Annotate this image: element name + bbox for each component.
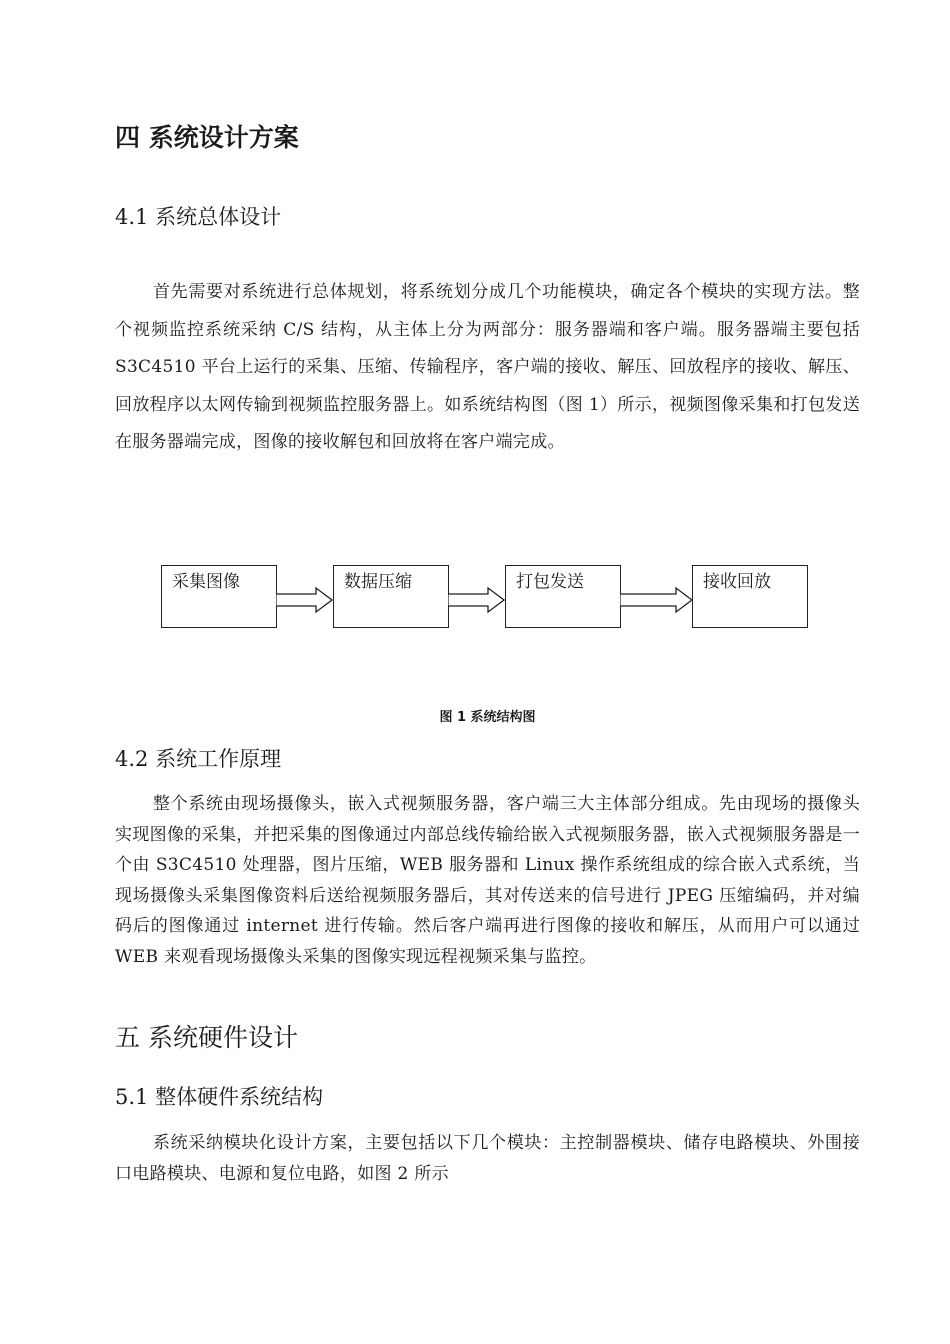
section-5-1-paragraph: 系统采纳模块化设计方案，主要包括以下几个模块：主控制器模块、储存电路模块、外围接口电路模块、电源和复位电路，如图 2 所示	[115, 1133, 860, 1184]
arrow-icon	[276, 586, 334, 616]
section-4-2-paragraph: 整个系统由现场摄像头，嵌入式视频服务器，客户端三大主体部分组成。先由现场的摄像头实现图像的采集，并把采集的图像通过内部总线传输给嵌入式视频服务器，嵌入式视频服务器是一个由 S3C4510 处理器，图片压缩，WEB 服务器和 Linux 操作系统组成的综合嵌入式系统，当现场摄像头采集图像资料后送给视频服务器后，其对传送来的信号进行 JPEG 压缩编码，并对编码后的图像通过 internet 进行传输。然后客户端再进行图像的接收和解压，从而用户可以通过 WEB 来观看现场摄像头采集的图像实现远程视频采集与监控。	[115, 794, 860, 967]
figure-1-caption: 图 1 系统结构图	[439, 710, 536, 725]
diagram-box-receive-playback: 接收回放	[692, 565, 808, 628]
diagram-box-compress: 数据压缩	[333, 565, 449, 628]
section-4-1-paragraph: 首先需要对系统进行总体规划，将系统划分成几个功能模块，确定各个模块的实现方法。整个视频监控系统采纳 C/S 结构，从主体上分为两部分：服务器端和客户端。服务器端主要包括 S3C4510 平台上运行的采集、压缩、传输程序，客户端的接收、解压、回放程序的接收、解压、回放程序以太网传输到视频监控服务器上。如系统结构图（图 1）所示，视频图像采集和打包发送在服务器端完成，图像的接收解包和回放将在客户端完成。	[115, 282, 860, 452]
arrow-icon	[620, 586, 694, 616]
arrow-icon	[448, 586, 506, 616]
diagram-box-capture: 采集图像	[161, 565, 277, 628]
diagram-box-pack-send: 打包发送	[505, 565, 621, 628]
section-5-title: 五 系统硬件设计	[115, 1023, 298, 1052]
section-4-1-title: 4.1 系统总体设计	[115, 205, 282, 229]
section-5-1-title: 5.1 整体硬件系统结构	[115, 1085, 324, 1109]
system-structure-diagram	[0, 560, 950, 635]
section-4-2-title: 4.2 系统工作原理	[115, 747, 282, 771]
section-4-title: 四 系统设计方案	[115, 123, 299, 152]
